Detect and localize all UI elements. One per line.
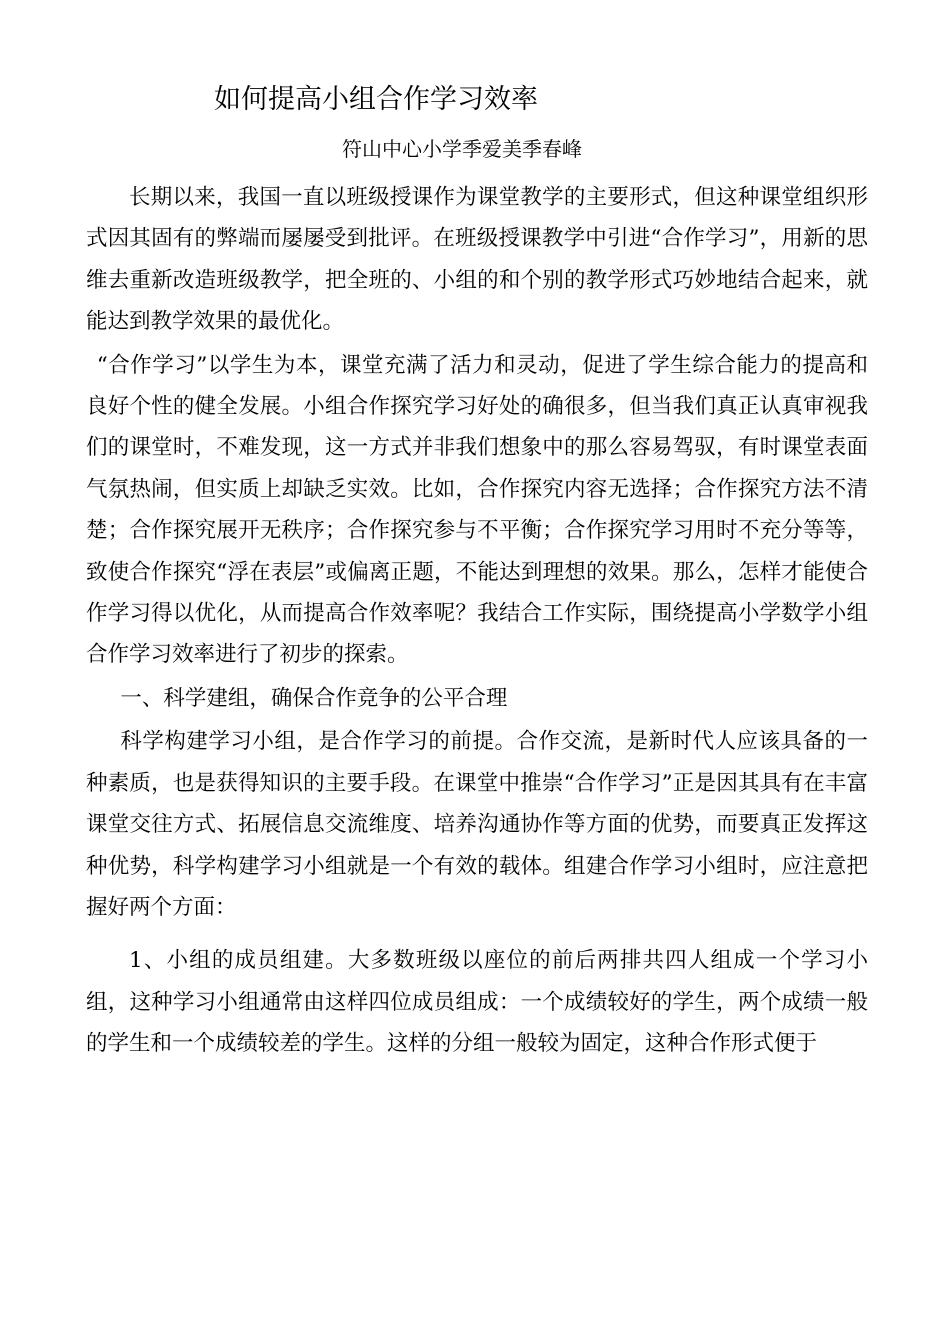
author-line: 符山中心小学季爱美季春峰 bbox=[342, 137, 582, 161]
paragraph-cooperative-learning: “合作学习”以学生为本，课堂充满了活力和灵动，促进了学生综合能力的提高和良好个性的健全发展。小组合作探究学习好处的确很多，但当我们真正认真审视我们的课堂时，不难发现，这一方式并非我们想象中的那么容易驾驭，有时课堂表面气氛热闹，但实质上却缺乏实效。比如，合作探究内容无选择；合作探究方法不清楚；合作探究展开无秩序；合作探究参与不平衡；合作探究学习用时不充分等等，致使合作探究“浮在表层”或偏离正题，不能达到理想的效果。那么，怎样才能使合作学习得以优化，从而提高合作效率呢？我结合工作实际，围绕提高小学数学小组合作学习效率进行了初步的探索。 bbox=[86, 352, 868, 668]
section-heading-1: 一、科学建组，确保合作竞争的公平合理 bbox=[120, 685, 508, 711]
paragraph-intro: 长期以来，我国一直以班级授课作为课堂教学的主要形式，但这种课堂组织形式因其固有的弊端而屡屡受到批评。在班级授课教学中引进“合作学习”，用新的思维去重新改造班级教学，把全班的、小组的和个别的教学形式巧妙地结合起来，就能达到教学效果的最优化。 bbox=[86, 185, 868, 335]
paragraph-group-members: 1、小组的成员组建。大多数班级以座位的前后两排共四人组成一个学习小组，这种学习小组通常由这样四位成员组成：一个成绩较好的学生，两个成绩一般的学生和一个成绩较差的学生。这样的分组一般较为固定，这种合作形式便于 bbox=[86, 948, 868, 1057]
paragraph-grouping: 科学构建学习小组，是合作学习的前提。合作交流，是新时代人应该具备的一种素质，也是获得知识的主要手段。在课堂中推崇“合作学习”正是因其具有在丰富课堂交往方式、拓展信息交流维度、培养沟通协作等方面的优势，而要真正发挥这种优势，科学构建学习小组就是一个有效的载体。组建合作学习小组时，应注意把握好两个方面： bbox=[86, 729, 868, 920]
document-body bbox=[86, 177, 868, 1065]
document-title: 如何提高小组合作学习效率 bbox=[214, 84, 538, 115]
